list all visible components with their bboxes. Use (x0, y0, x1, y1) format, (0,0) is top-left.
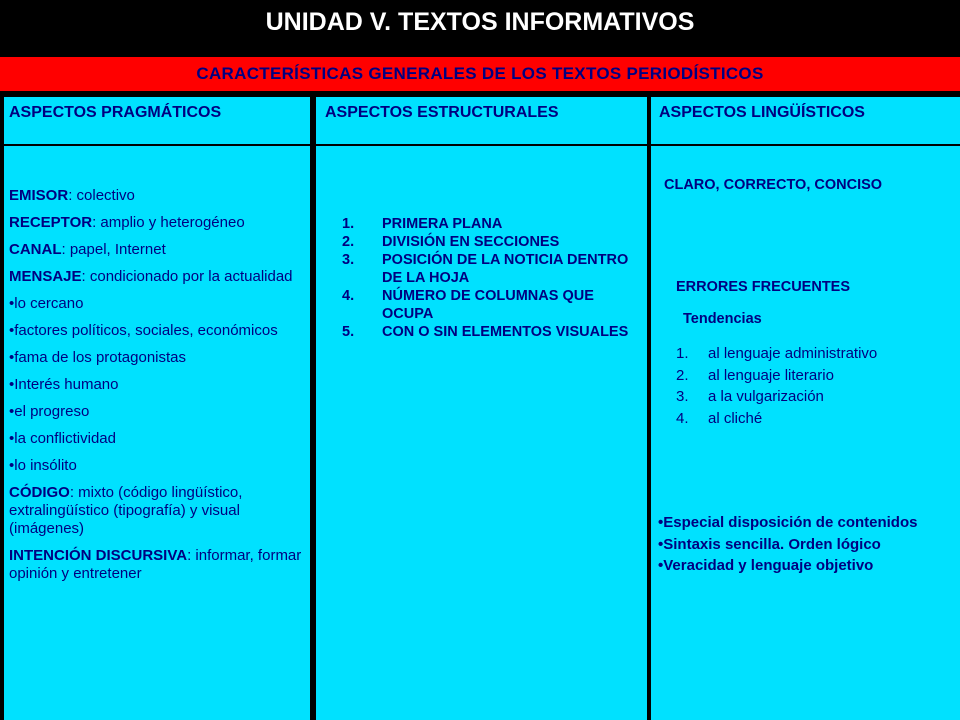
list-item: •el progreso (9, 403, 90, 420)
list-item: •la conflictividad (9, 430, 116, 447)
list-item: CÓDIGO: mixto (código lingüístico, extralingüístico (tipografía) y visual (imágenes) (9, 484, 243, 537)
estructurales-list (342, 215, 632, 341)
tendencias-heading: Tendencias (683, 311, 762, 327)
list-item: 1. al lenguaje administrativo (676, 345, 878, 362)
header-estructurales: ASPECTOS ESTRUCTURALES (325, 104, 559, 121)
list-item: •factores políticos, sociales, económicos (9, 322, 278, 339)
list-item: 3. a la vulgarización (676, 388, 824, 405)
list-item: •lo insólito (9, 457, 77, 474)
list-item: MENSAJE: condicionado por la actualidad (9, 268, 293, 285)
list-item: 2. DIVISIÓN EN SECCIONES (342, 234, 560, 250)
list-item: •Veracidad y lenguaje objetivo (658, 557, 874, 574)
list-item: 4. al cliché (676, 409, 763, 427)
header-pragmaticos: ASPECTOS PRAGMÁTICOS (9, 104, 222, 121)
header-linguisticos: ASPECTOS LINGÜÍSTICOS (659, 104, 865, 121)
page-title: UNIDAD V. TEXTOS INFORMATIVOS (0, 0, 960, 52)
list-item: •Interés humano (9, 376, 119, 393)
errores-frecuentes-heading: ERRORES FRECUENTES (676, 279, 851, 295)
list-item: 4. NÚMERO DE COLUMNAS QUE OCUPA (342, 288, 594, 322)
list-item: 3. POSICIÓN DE LA NOTICIA DENTRO DE LA HOJA (342, 252, 629, 286)
list-item: •lo cercano (9, 295, 84, 312)
header-divider (0, 144, 960, 146)
list-item: EMISOR: colectivo (9, 187, 135, 204)
linguisticos-bullets (658, 512, 948, 577)
list-item: CANAL: papel, Internet (9, 241, 166, 258)
list-item: INTENCIÓN DISCURSIVA: informar, formar opinión y entretener (9, 547, 302, 582)
list-item: RECEPTOR: amplio y heterogéneo (9, 214, 245, 231)
claro-correcto-conciso: CLARO, CORRECTO, CONCISO (664, 170, 954, 200)
list-item: 5. CON O SIN ELEMENTOS VISUALES (342, 324, 629, 340)
pragmaticos-list (9, 187, 309, 592)
list-item: •Especial disposición de contenidos (658, 514, 918, 531)
list-item: •Sintaxis sencilla. Orden lógico (658, 535, 881, 553)
list-item: •fama de los protagonistas (9, 349, 187, 366)
tendencias-list (676, 343, 956, 429)
list-item: 2. al lenguaje literario (676, 366, 834, 384)
column-estructurales (316, 97, 647, 720)
list-item: 1. PRIMERA PLANA (342, 216, 503, 232)
page-subtitle: CARACTERÍSTICAS GENERALES DE LOS TEXTOS PERIODÍSTICOS (0, 57, 960, 91)
